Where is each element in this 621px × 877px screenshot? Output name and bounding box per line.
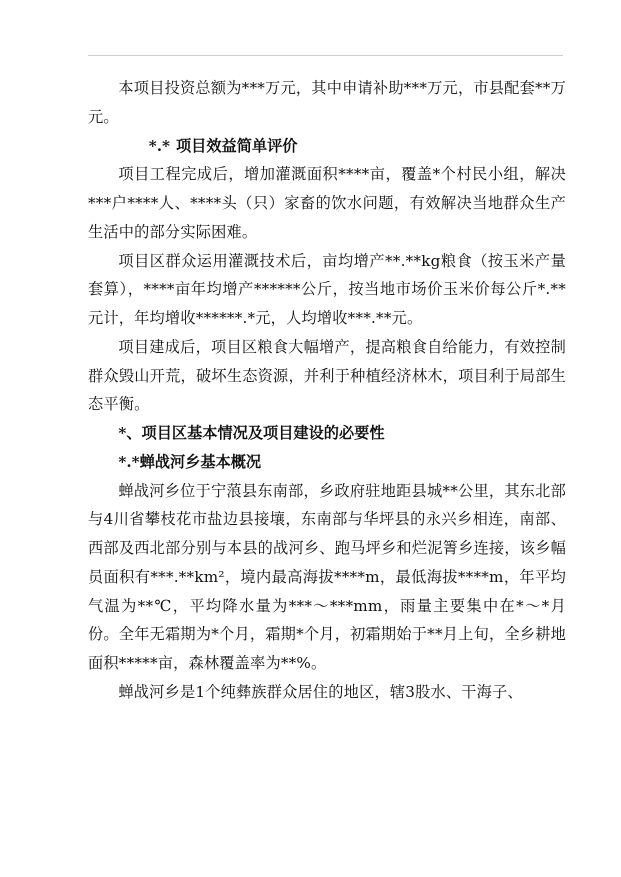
paragraph-benefit-1: 项目工程完成后，增加灌溉面积****亩，覆盖*个村民小组，解决***户****人、****头（只）家畜的饮水问题，有效解决当地群众生产生活中的部分实际困难。 [88,165,566,241]
document-body [88,74,566,707]
heading-benefit [88,132,566,161]
paragraph-investment: 本项目投资总额为***万元，其中申请补助***万元，市县配套**万元。 [88,79,566,126]
header-rule [88,55,563,56]
paragraph-benefit-3: 项目建成后，项目区粮食大幅增产，提高粮食自给能力，有效控制群众毁山开荒，破坏生态资源，并利于种植经济林木，项目利于局部生态平衡。 [88,337,566,414]
heading-benefit-title: 项目效益简单评价 [175,136,298,155]
heading-overview: *.*蝉战河乡基本概况 [118,452,262,471]
heading-section: *、项目区基本情况及项目建设的必要性 [118,424,385,442]
paragraph-benefit-2: 项目区群众运用灌溉技术后，亩均增产**.**kg粮食（按玉米产量套算），****亩年均增产******公斤，按当地市场价玉米价每公斤*.**元计，年均增收******.*元，人均增收***.**元。 [88,251,566,327]
heading-benefit-number: *.* [148,136,170,155]
paragraph-overview-2: 蝉战河乡是1个纯彝族群众居住的地区，辖3股水、干海子、 [118,682,523,701]
paragraph-overview-1: 蝉战河乡位于宁蒗县东南部，乡政府驻地距县城**公里，其东北部与4川省攀枝花市盐边县接壤，东南部与华坪县的永兴乡相连，南部、西部及西北部分别与本县的战河乡、跑马坪乡和烂泥箐乡连接，该乡幅员面积有***.**km²，境内最高海拔****m，最低海拔****m，年平均气温为**℃，平均降水量为***～***mm，雨量主要集中在*～*月份。全年无霜期为*个月，霜期*个月，初霜期始于**月上旬，全乡耕地面积*****亩，森林覆盖率为**%。 [88,481,566,672]
